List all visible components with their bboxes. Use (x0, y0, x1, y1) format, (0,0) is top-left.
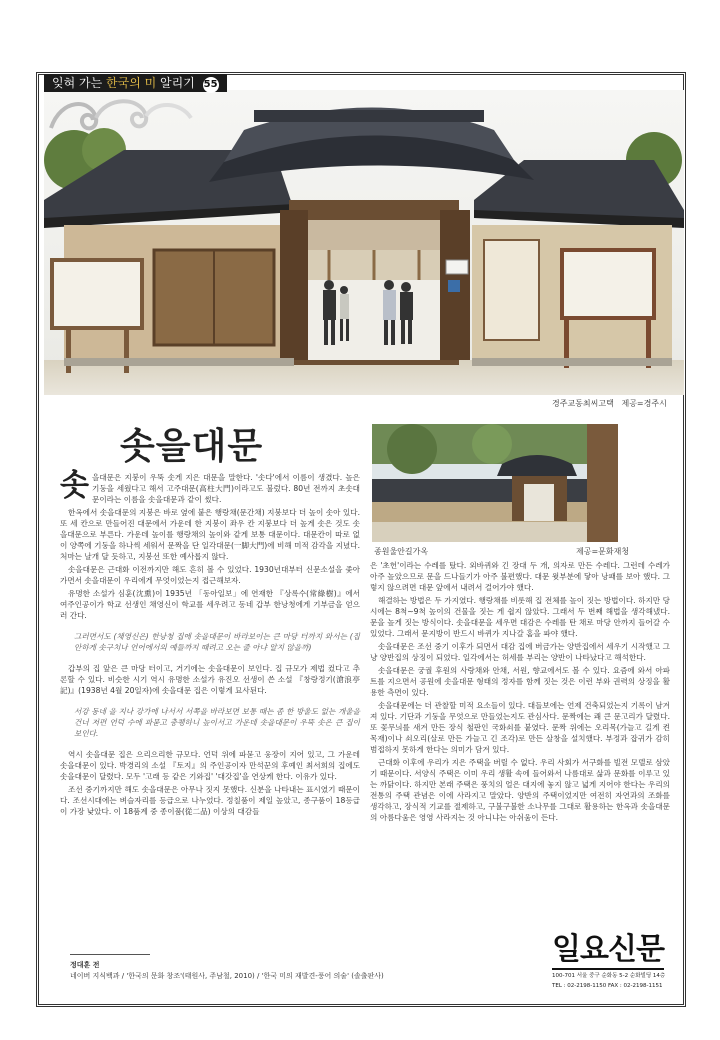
left-column (60, 468, 361, 819)
main-photo-credit: 제공=경주시 (621, 399, 667, 408)
small-photo-illustration (372, 424, 618, 542)
body-paragraph: 솟을대문은 근대화 이전까지만 해도 흔히 볼 수 있었다. 1930년대부터 신문소설을 좇아가면서 솟을대문이 우리에게 무엇이었는지 접근해보자. (60, 565, 360, 585)
publisher-block (552, 924, 672, 990)
body-paragraph: 해결하는 방법은 두 가지였다. 행랑채를 비롯해 집 전체를 높이 짓는 방법이다. 하지만 당시에는 8척~9척 높이의 건물을 짓는 게 쉽지 않았다. 그래서 두 번째 해법을 생각해냈다. 문을 높게 짓는 방식이다. 솟을대문을 세우면 대감은 수레를 탄 채로 마당 안까지 들어갈 수 있었다. 그래서 문지방이 반드시 바퀴가 지나갈 홈을 파야 했다. (370, 596, 670, 638)
author-name: 정대훈 전 (70, 961, 100, 969)
dropcap: 솟 (60, 468, 89, 503)
body-paragraph: 솟을대문은 궁궐 후원의 사랑채와 안채, 서원, 향교에서도 볼 수 있다. 요즘에 와서 아파트를 지으면서 공원에 솟을대문 형태의 정자를 함께 짓는 것은 이런 부와 권력의 상징을 활용한 측면이 있다. (370, 666, 670, 697)
body-paragraph: 유명한 소설가 심훈(沈熏)이 1935년 「동아일보」에 연재한 『상록수(常綠樹)』에서 여주인공이가 학교 선생인 채영신이 학교를 세우려고 동네 갑부 한낭청에게 기부금을 얻으러 간다. (60, 589, 360, 620)
body-paragraph: 역시 솟을대문 집은 으리으리한 규모다. 언덕 위에 파묻고 웅장이 지어 있고, 그 가운데 솟을대문이 있다. 박경리의 소설 『토지』의 주인공이자 만석꾼의 후예인 최서희의 집에도 솟을대문이 달렸다. 모두 '고래 등 같은 기와집' '대갓집'을 연상케 한다. 이유가 있다. (60, 750, 360, 781)
lead-text: 을대문은 지붕이 우뚝 솟게 지은 대문을 말한다. '솟다'에서 이름이 생겼다. 높은 기둥을 세웠다고 해서 고주대문(高柱大門)이라고도 불렀다. 80년 전까지 초솟대문이라는 이름을 솟을대문과 같이 썼다. (91, 473, 360, 504)
body-paragraph: 조선 중기까지만 해도 솟을대문은 아무나 짓지 못했다. 신분을 나타내는 표시였기 때문이다. 조선시대에는 벼슬자리를 등급으로 나누었다. 정칠품이 제일 높았고, 종구품이 18등급이 가장 낮았다. 이 18품계 중 종이품(從二品) 이상의 대감들 (60, 785, 360, 816)
body-paragraph: 갑부의 집 앞은 큰 마당 터이고, 거기에는 솟을대문이 보인다. 집 규모가 제법 컸다고 추론할 수 있다. 비슷한 시기 역시 유명한 소설가 유진오 선생이 쓴 소설 『창랑정기(滄浪亭記)』(1938년 4월 20일자)에 솟을대문 집은 이렇게 묘사된다. (60, 664, 360, 695)
lead-paragraph (60, 468, 360, 505)
series-highlight: 한국의 미 (106, 76, 157, 90)
series-prefix: 잊혀 가는 (52, 76, 103, 90)
author-divider (70, 954, 150, 955)
body-paragraph: 근대화 이후에 우리가 지은 주택을 버릴 수 없다. 우리 사회가 서구화를 빌전 모델로 삼았기 때문이다. 서양식 주택은 이미 우리 생활 속에 들어와서 나름대로 삶과 문화를 이루고 있는 까닭이다. 하지만 본래 주택은 풍치의 얼은 대지에 놓지 않고 넓게 지어야 한다는 우리의 전통의 주택 관념은 이에 사라지고 말았다. 양반의 주택이었지만 여전히 자연과의 조화를 생각하고, 장식적 기교를 절제하고, 구불구불한 소나무를 그대로 활용하는 한옥과 솟을대문의 아름다움은 영영 사라지는 것 아니냐는 아쉬움이 든다. (370, 758, 670, 822)
series-suffix: 알리기 (160, 76, 195, 90)
quote-excerpt: 서강 동네 을 지나 강가에 나서서 서쪽을 바라보면 보통 때는 좀 한 방울도 없는 개울을 건너 저편 언덕 수에 파묻고 충퀭하니 높이서고 가운데 솟을대문이 우뚝 솟은 큰 집이 보인다. (74, 707, 360, 738)
series-banner (44, 74, 227, 92)
author-bio: 네이버 지식백과 / '한국의 문화 창조'(태원사, 주남철, 2010) / '한국 미의 재발견-풍어 의술' (솔출판사) (70, 972, 384, 980)
publisher-logo: 일요신문 (552, 924, 664, 970)
author-info (70, 960, 384, 982)
body-paragraph: 은 '초헌'이라는 수레를 탔다. 외바퀴와 긴 장대 두 개, 의자로 만든 수레다. 그런데 수레가 아주 높았으므로 문을 드나들기가 아주 불편했다. 대문 윗부분에 닿아 낭패를 보아 했다. 그렇지 않으려면 대문 앞에서 내려서 걸어가야 했다. (370, 561, 670, 592)
series-number: 55 (203, 77, 219, 93)
quote-excerpt: 그러면서도 (채영신은) 한낭청 집에 솟을대문이 바라보이는 큰 마당 터까지 와서는 (집안하게 솟구치나 언어에서의 예들까지 때려고 오는 줄 아냐 알지 않을까) (74, 632, 360, 652)
small-photo-gate (372, 424, 618, 542)
decorative-cloud-swirl (46, 88, 196, 138)
publisher-address: 100-701 서울 중구 순화동 5-2 순화빌딩 14층 (552, 973, 666, 979)
small-photo-caption-place: 종원울안길가옥 (374, 547, 429, 556)
main-photo-caption (552, 398, 667, 409)
right-column (370, 560, 670, 825)
body-paragraph: 한옥에서 솟을대문의 지붕은 바로 옆에 붙은 행랑채(문간채) 지붕보다 더 높이 솟아 있다. 또 세 칸으로 만들어진 대문에서 가운데 한 지붕이 좌우 칸 지붕보다 더 높게 솟은 것도 솟을대문으로 부른다. 가운데 높이를 행랑채의 높이와 같게 보통 대문이다. 대문칸이 따로 없이 양쪽에 기둥을 하나씩 세워서 문짝을 단 일각대문(一脚大門)에 비해 미적 감각을 지녔다. 처마는 날개 달 듯하고, 지붕선 또한 예사롭지 않다. (60, 508, 361, 561)
main-photo-place: 경주교동최씨고택 (552, 399, 614, 408)
small-photo-caption-credit: 제공=문화재청 (576, 547, 630, 556)
article-title: 솟을대문 (120, 425, 264, 467)
body-paragraph: 솟을대문은 조선 중기 이후가 되면서 대감 집에 버금가는 양반집에서 세우기 시작했고 그냥 양반집의 상징이 되었다. 일각에서는 허세를 부리는 양반이 나타났다고 해석한다. (370, 642, 670, 662)
publisher-contact: TEL : 02-2198-1150 FAX : 02-2198-1151 (552, 983, 663, 989)
body-paragraph: 솟을대문에는 더 관찰할 미적 요소들이 있다. 대들보에는 언제 건축되었는지 기록이 남겨져 있다. 기단과 기둥을 무엇으로 만들었는지도 관심사다. 문짝에는 쾌 큰 문고리가 달렸다. 또 꽃무늬를 새겨 만든 장식 철판인 국화쇠를 붙였다. 문짝 위에는 오리목(가늘고 길게 켠 목재)이나 쇠오리(살로 만든 가늘고 긴 조각)로 만든 살창을 설치했다. 부정과 잡귀가 감히 범접하지 못하게 한다는 의미가 담겨 있다. (370, 701, 670, 754)
